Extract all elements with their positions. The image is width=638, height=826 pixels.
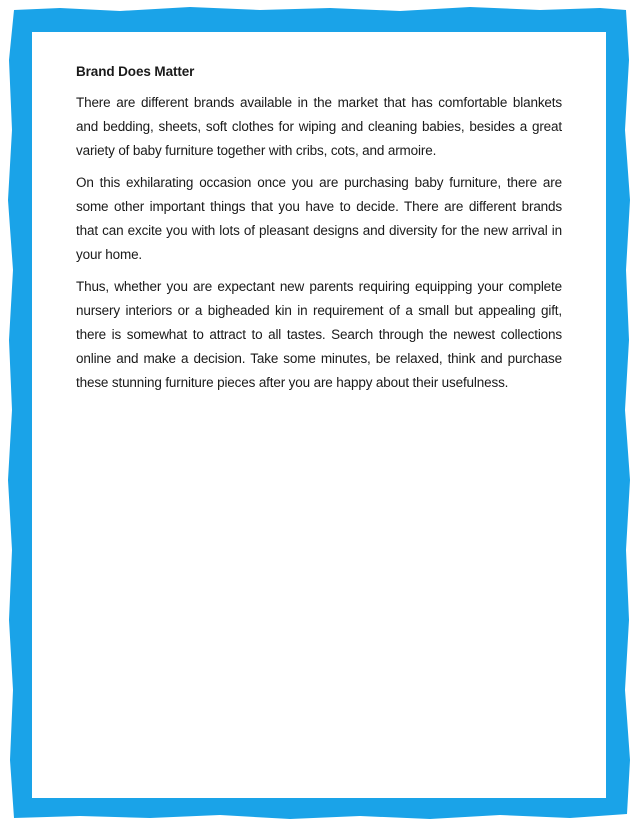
paragraph-3: Thus, whether you are expectant new parents requiring equipping your complete nursery interiors or a bigheaded kin in requirement of a small but appealing gift, there is somewhat to attract to all tastes. Search through the newest collections online and make a decision. Take some minutes, be relaxed, think and purchase these stunning furniture pieces after you are happy about their usefulness.	[76, 279, 562, 390]
paragraph-2: On this exhilarating occasion once you are purchasing baby furniture, there are some other important things that you have to decide. There are different brands that can excite you with lots of pleasant designs and diversity for the new arrival in your home.	[76, 175, 562, 262]
section-heading: Brand Does Matter	[76, 64, 195, 79]
document-body	[76, 62, 562, 403]
paragraph-1: There are different brands available in the market that has comfortable blankets and bedding, sheets, soft clothes for wiping and cleaning babies, besides a great variety of baby furniture together with cribs, cots, and armoire.	[76, 95, 562, 158]
